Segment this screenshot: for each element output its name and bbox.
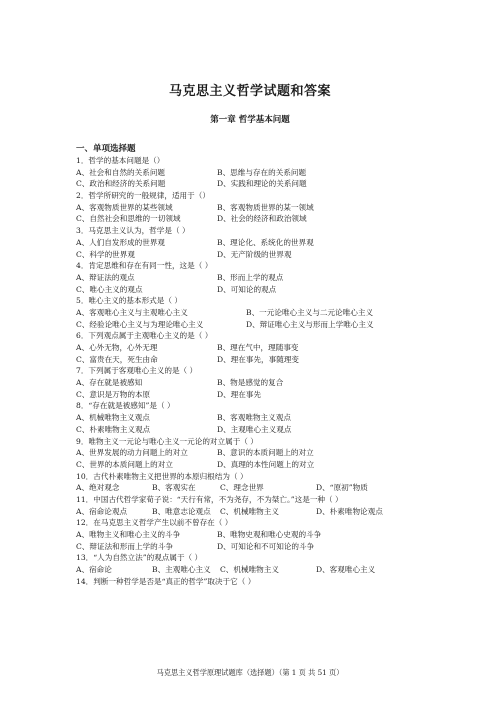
chapter-heading: 第一章 哲学基本问题 bbox=[210, 115, 290, 125]
page-footer: 马克思主义哲学原理试题库（选择题）（第 1 页 共 51 页） bbox=[156, 668, 344, 677]
answer-option: A、唯物主义和唯心主义的斗争 bbox=[76, 530, 181, 539]
answer-option: C、唯心主义的观点 bbox=[76, 284, 143, 294]
answer-option: B、唯物史观和唯心史观的斗争 bbox=[217, 530, 322, 539]
answer-option: A、存在就是被感知 bbox=[76, 378, 143, 388]
answer-option: B、形而上学的观点 bbox=[217, 272, 284, 282]
answer-option: B、主观唯心主义 bbox=[152, 565, 211, 575]
question-text: 13．“人为自然立法”的观点属于（ ） bbox=[76, 553, 203, 563]
question-text: 2．哲学所研究的一般规律，适用于（） bbox=[76, 191, 210, 201]
section-heading: 一、单项选择题 bbox=[76, 144, 136, 154]
question-text: 7．下列属于客观唯心主义的是（ ） bbox=[76, 366, 198, 376]
option-row bbox=[76, 412, 436, 424]
answer-option: B、客观唯物主义观点 bbox=[217, 413, 291, 423]
answer-option: C、政治和经济的关系问题 bbox=[76, 179, 166, 189]
answer-option: A、社会和自然的关系问题 bbox=[76, 167, 166, 177]
answer-option: A、人们自发形成的世界观 bbox=[76, 237, 166, 247]
option-row bbox=[76, 249, 436, 261]
answer-option: D、可知论的观点 bbox=[217, 284, 277, 294]
option-row bbox=[76, 541, 436, 553]
option-row bbox=[76, 213, 436, 225]
question-text: 10．古代朴素唯物主义把世界的本原归根结为（ ） bbox=[76, 471, 248, 481]
answer-option: C、富贵在天，死生由命 bbox=[76, 354, 158, 364]
answer-option: A、绝对观念 bbox=[76, 483, 120, 493]
option-row bbox=[76, 377, 436, 389]
question-text: 14．判断一种哲学是否是“真正的哲学”取决于它（ ） bbox=[76, 576, 256, 586]
option-row bbox=[76, 482, 436, 494]
option-row bbox=[76, 284, 436, 296]
answer-option: B、唯意志论观点 bbox=[152, 506, 211, 516]
question-list bbox=[76, 155, 436, 587]
option-row bbox=[76, 342, 436, 354]
answer-option: D、可知论和不可知论的斗争 bbox=[217, 541, 315, 551]
question-text: 4．肯定思维和存在有同一性，这是（ ） bbox=[76, 261, 213, 271]
answer-option: A、世界发展的动力问题上的对立 bbox=[76, 448, 188, 458]
option-row bbox=[76, 178, 436, 190]
option-row bbox=[76, 447, 436, 459]
question-stem bbox=[76, 471, 436, 483]
answer-option: D、真理的本性问题上的对立 bbox=[217, 459, 315, 469]
option-row bbox=[76, 319, 436, 331]
question-stem bbox=[76, 190, 436, 202]
answer-option: A、心外无物，心外无理 bbox=[76, 343, 158, 352]
question-stem bbox=[76, 400, 436, 412]
answer-option: A、宿命论观点 bbox=[76, 506, 128, 516]
question-stem bbox=[76, 365, 436, 377]
option-row bbox=[76, 202, 436, 214]
option-row bbox=[76, 389, 436, 401]
question-stem bbox=[76, 436, 436, 448]
question-text: 12．在马克思主义哲学产生以前不曾存在（ ） bbox=[76, 518, 233, 528]
answer-option: D、“原初”物质 bbox=[316, 483, 368, 493]
answer-option: C、辩证法和形而上学的斗争 bbox=[76, 541, 173, 551]
question-stem bbox=[76, 260, 436, 272]
answer-option: A、辩证法的观点 bbox=[76, 272, 135, 282]
question-text: 9．唯物主义一元论与唯心主义一元论的对立属于（ ） bbox=[76, 436, 258, 446]
answer-option: A、宿命论 bbox=[76, 565, 112, 575]
answer-option: C、世界的本质问题上的对立 bbox=[76, 459, 173, 469]
question-stem bbox=[76, 155, 436, 167]
answer-option: A、机械唯物主义观点 bbox=[76, 413, 150, 423]
question-text: 8．“存在就是被感知”是（ ） bbox=[76, 401, 175, 411]
answer-option: B、物是感觉的复合 bbox=[217, 378, 284, 388]
option-row bbox=[76, 307, 436, 319]
question-stem bbox=[76, 517, 436, 529]
answer-option: B、意识的本质问题上的对立 bbox=[217, 448, 314, 458]
answer-option: B、客观物质世界的某一领域 bbox=[217, 202, 314, 212]
option-row bbox=[76, 506, 436, 518]
answer-option: D、客观唯心主义 bbox=[316, 565, 376, 575]
answer-option: D、实践和理论的关系问题 bbox=[217, 179, 307, 189]
option-row bbox=[76, 167, 436, 179]
answer-option: C、机械唯物主义 bbox=[220, 565, 279, 575]
answer-option: C、科学的世界观 bbox=[76, 249, 135, 259]
answer-option: D、无产阶级的世界观 bbox=[217, 249, 292, 259]
answer-option: B、客观实在 bbox=[152, 483, 196, 493]
question-stem bbox=[76, 330, 436, 342]
option-row bbox=[76, 272, 436, 284]
option-row bbox=[76, 459, 436, 471]
option-row bbox=[76, 529, 436, 541]
answer-option: B、一元论唯心主义与二元论唯心主义 bbox=[246, 307, 374, 317]
answer-option: B、理在气中，理随事变 bbox=[217, 343, 299, 352]
answer-option: C、经验论唯心主义与为理论唯心主义 bbox=[76, 319, 204, 329]
question-stem bbox=[76, 225, 436, 237]
question-text: 5．唯心主义的基本形式是（ ） bbox=[76, 296, 182, 306]
answer-option: C、机械唯物主义 bbox=[220, 506, 279, 516]
question-text: 11．中国古代哲学家荀子说：“天行有常，不为尧存，不为桀亡。”这是一种（ ） bbox=[76, 494, 343, 504]
answer-option: D、理在事先，事随理变 bbox=[217, 354, 300, 364]
answer-option: A、客观物质世界的某些领域 bbox=[76, 202, 173, 212]
question-stem bbox=[76, 552, 436, 564]
document-title: 马克思主义哲学试题和答案 bbox=[168, 84, 331, 99]
answer-option: D、朴素唯物论观点 bbox=[316, 506, 383, 516]
question-stem bbox=[76, 295, 436, 307]
option-row bbox=[76, 424, 436, 436]
question-stem bbox=[76, 494, 436, 506]
answer-option: C、理念世界 bbox=[220, 483, 264, 493]
option-row bbox=[76, 564, 436, 576]
answer-option: D、辩证唯心主义与形而上学唯心主义 bbox=[246, 319, 374, 329]
question-text: 3．马克思主义认为，哲学是（ ） bbox=[76, 226, 190, 236]
answer-option: B、理论化、系统化的世界观 bbox=[217, 237, 314, 247]
answer-option: C、朴素唯物主义观点 bbox=[76, 424, 151, 434]
answer-option: A、客观唯心主义与主观唯心主义 bbox=[76, 307, 188, 317]
question-stem bbox=[76, 576, 436, 588]
answer-option: D、理在事先 bbox=[217, 389, 262, 399]
question-text: 6．下列观点属于主观唯心主义的是（ ） bbox=[76, 331, 213, 341]
question-text: 1．哲学的基本问题是（） bbox=[76, 156, 165, 165]
option-row bbox=[76, 237, 436, 249]
answer-option: B、思维与存在的关系问题 bbox=[217, 167, 307, 177]
answer-option: D、社会的经济和政治领域 bbox=[217, 214, 307, 224]
answer-option: C、意识是万物的本原 bbox=[76, 389, 151, 399]
answer-option: D、主观唯心主义观点 bbox=[217, 424, 292, 434]
option-row bbox=[76, 354, 436, 366]
answer-option: C、自然社会和思维的一切领域 bbox=[76, 214, 181, 224]
